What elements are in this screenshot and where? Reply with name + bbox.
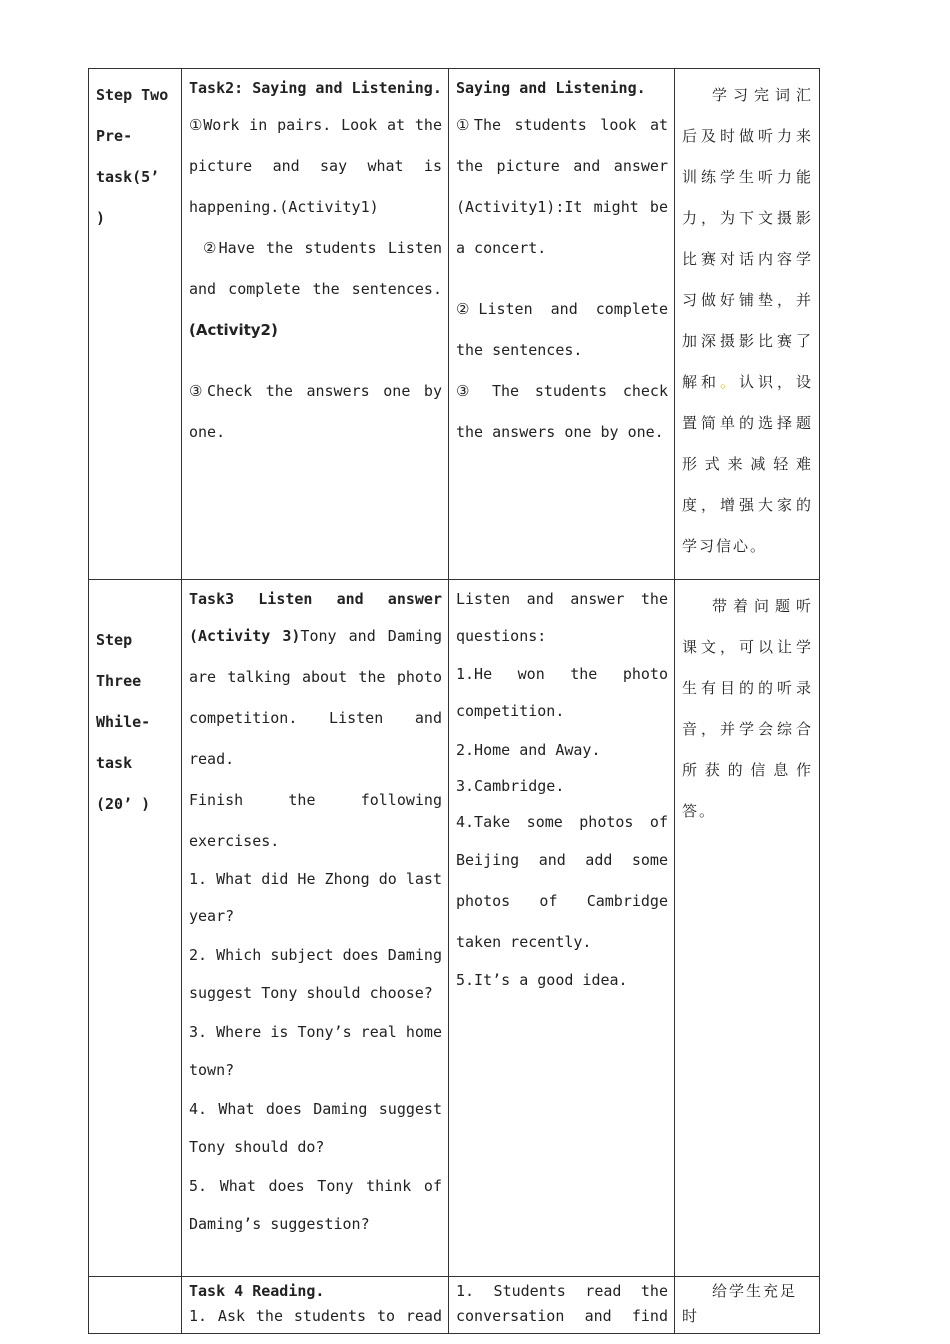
- teacher-line: one.: [189, 423, 226, 441]
- activity-ref: (Activity 3): [189, 627, 301, 645]
- step-label: (20’ ): [96, 795, 151, 813]
- answer-line: 3.Cambridge.: [456, 777, 565, 795]
- step-label: While-: [96, 713, 151, 731]
- teacher-activity-cell: [182, 1277, 449, 1334]
- answer-line: photos of Cambridge: [456, 892, 668, 910]
- teacher-line: (Activity2): [189, 321, 278, 339]
- table-row-task-four: [89, 1277, 820, 1334]
- lesson-plan-table: [88, 68, 820, 1334]
- task-title: Task 4 Reading.: [189, 1282, 325, 1300]
- answer-line: 2.Home and Away.: [456, 741, 601, 759]
- student-line: a concert.: [456, 239, 547, 257]
- teacher-line: happening.(Activity1): [189, 198, 379, 216]
- design-purpose-cell: [675, 1277, 820, 1334]
- question-line: 3. Where is Tony’s real home: [189, 1023, 442, 1041]
- student-line: ①The students look at: [456, 116, 668, 134]
- teacher-activity-cell: [182, 580, 449, 1277]
- teacher-line: are talking about the photo: [189, 668, 442, 686]
- teacher-line: exercises.: [189, 832, 280, 850]
- student-line: ③ The students check: [456, 382, 668, 400]
- question-line: 2. Which subject does Daming: [189, 946, 442, 964]
- teacher-line: (Activity 3)Tony and Daming: [189, 627, 442, 645]
- student-line: the picture and answer: [456, 157, 668, 175]
- step-label: ): [96, 209, 106, 227]
- question-line: town?: [189, 1061, 235, 1079]
- student-activity-cell: [449, 69, 675, 580]
- question-line: Daming’s suggestion?: [189, 1215, 370, 1233]
- design-purpose-text: 学习完词汇后及时做听力来训练学生听力能力，为下文摄影比赛对话内容学习做好铺垫，并加深摄影比赛了解和。认识，设置简单的选择题形式来减轻难度，增强大家的学习信心。: [682, 86, 813, 555]
- answer-line: competition.: [456, 702, 565, 720]
- design-purpose-text: 带着问题听课文，可以让学生有目的的听录音，并学会综合所获的信息作答。: [682, 597, 813, 820]
- teacher-line: ②Have the students Listen: [203, 239, 442, 257]
- design-purpose-cell: [675, 580, 820, 1277]
- step-label: task: [96, 754, 133, 772]
- student-title: Saying and Listening.: [456, 79, 646, 97]
- question-line: Tony should do?: [189, 1138, 325, 1156]
- answer-line: 4.Take some photos of: [456, 813, 668, 831]
- answer-line: Beijing and add some: [456, 851, 668, 869]
- task-title: Task2: Saying and Listening.: [189, 79, 442, 97]
- teacher-line: and complete the sentences.: [189, 280, 442, 298]
- step-label: Pre-: [96, 127, 133, 145]
- teacher-line: ③Check the answers one by: [189, 382, 442, 400]
- teacher-line: picture and say what is: [189, 157, 442, 175]
- design-purpose-text: 给学生充足时: [682, 1282, 798, 1325]
- answer-line: 5.It’s a good idea.: [456, 971, 628, 989]
- step-label: Step Two: [96, 86, 169, 104]
- student-line: 1. Students read the: [456, 1282, 668, 1300]
- task-title: Task3 Listen and answer: [189, 590, 442, 608]
- student-line: conversation and find: [456, 1307, 668, 1325]
- question-line: suggest Tony should choose?: [189, 984, 433, 1002]
- student-line: the sentences.: [456, 341, 583, 359]
- teacher-activity-cell: [182, 69, 449, 580]
- question-line: year?: [189, 907, 235, 925]
- student-line: questions:: [456, 627, 547, 645]
- teacher-line: Finish the following: [189, 791, 442, 809]
- answer-line: 1.He won the photo: [456, 665, 668, 683]
- question-line: 4. What does Daming suggest: [189, 1100, 442, 1118]
- step-label: Step: [96, 631, 133, 649]
- question-line: 1. What did He Zhong do last: [189, 870, 442, 888]
- step-label: task(5’: [96, 168, 160, 186]
- table-row-step-two: [89, 69, 820, 580]
- step-cell: [89, 580, 182, 1277]
- teacher-line: ①Work in pairs. Look at the: [189, 116, 442, 134]
- student-line: the answers one by one.: [456, 423, 664, 441]
- student-line: (Activity1):It might be: [456, 198, 668, 216]
- step-label: Three: [96, 672, 142, 690]
- student-activity-cell: [449, 580, 675, 1277]
- answer-line: taken recently.: [456, 933, 592, 951]
- step-cell: [89, 69, 182, 580]
- question-line: 5. What does Tony think of: [189, 1177, 442, 1195]
- teacher-line: competition. Listen and read.: [189, 709, 442, 768]
- student-line: ②Listen and complete: [456, 300, 668, 318]
- design-purpose-cell: [675, 69, 820, 580]
- teacher-line: 1. Ask the students to read: [189, 1307, 442, 1325]
- student-line: Listen and answer the: [456, 590, 668, 608]
- step-cell: [89, 1277, 182, 1334]
- student-activity-cell: [449, 1277, 675, 1334]
- design-purpose-dot: 。: [720, 373, 739, 391]
- table-row-step-three: [89, 580, 820, 1277]
